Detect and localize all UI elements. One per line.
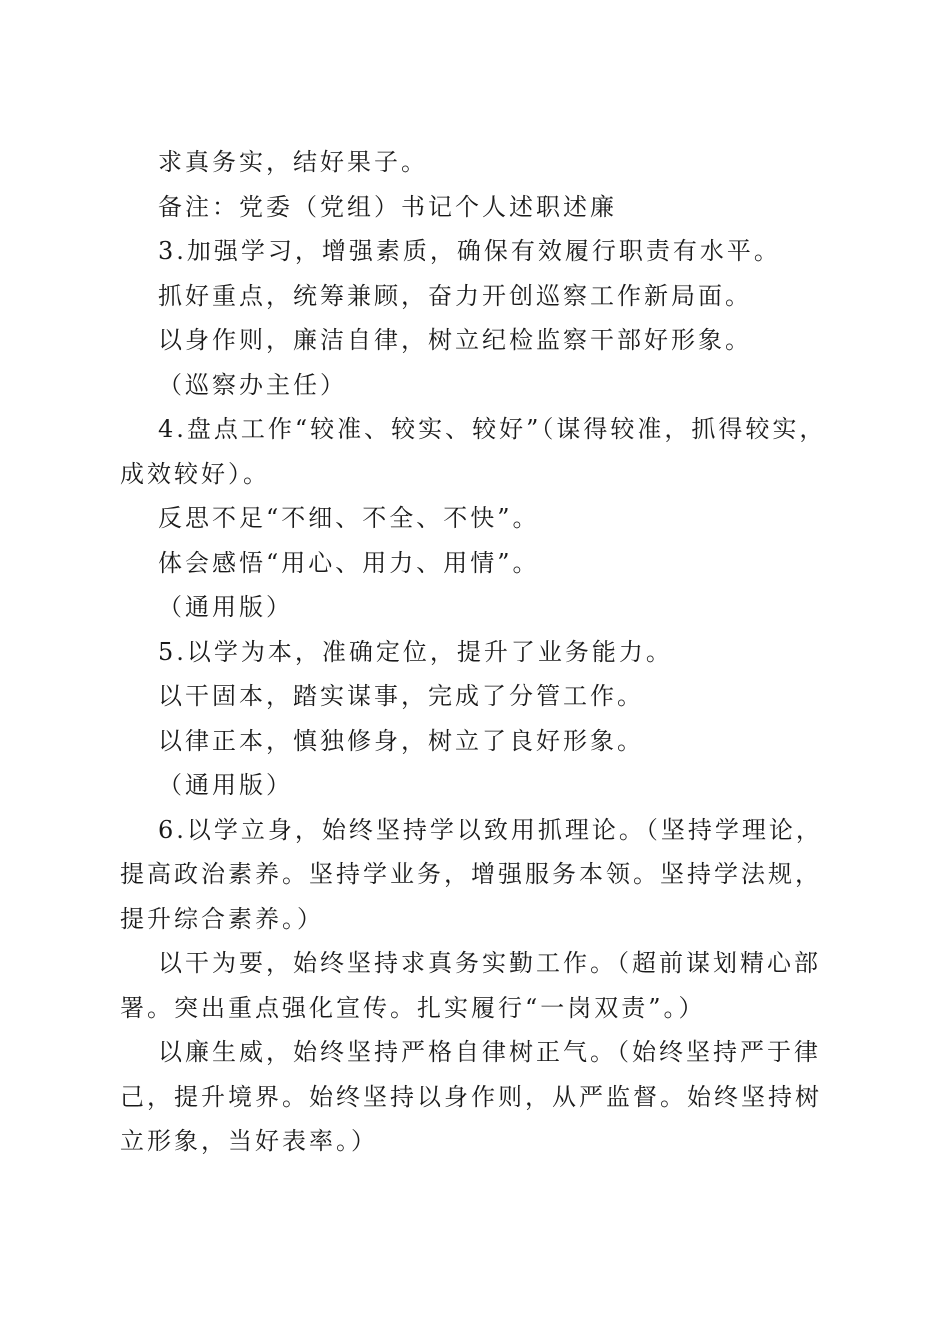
paragraph-16: 以干为要，始终坚持求真务实勤工作。（超前谋划精心部署。突出重点强化宣传。扎实履行“一岗双责”。） (120, 949, 821, 1022)
paragraph-9: 体会感悟“用心、用力、用情”。 (158, 548, 540, 577)
paragraph-4: 抓好重点，统筹兼顾，奋力开创巡察工作新局面。 (158, 281, 752, 310)
paragraph-5: 以身作则，廉洁自律，树立纪检监察干部好形象。 (158, 326, 752, 354)
paragraph-10-role: （通用版） (158, 593, 293, 621)
paragraph-14-role: （通用版） (158, 771, 293, 799)
paragraph-6-role: （巡察办主任） (158, 370, 347, 399)
paragraph-2-note: 备注：党委（党组）书记个人述职述廉 (158, 192, 617, 221)
paragraph-7: 4.盘点工作“较准、较实、较好”（谋得较准，抓得较实，成效较好）。 (120, 415, 827, 488)
paragraph-12: 以干固本，踏实谋事，完成了分管工作。 (158, 682, 644, 710)
paragraph-15: 6.以学立身，始终坚持学以致用抓理论。（坚持学理论，提高政治素养。坚持学业务，增强服务本领。坚持学法规，提升综合素养。） (120, 815, 823, 933)
paragraph-11: 5.以学为本，准确定位，提升了业务能力。 (158, 637, 673, 666)
paragraph-13: 以律正本，慎独修身，树立了良好形象。 (158, 726, 644, 755)
paragraph-8: 反思不足“不细、不全、不快”。 (158, 504, 540, 532)
document-body (120, 140, 840, 1164)
paragraph-3: 3.加强学习，增强素质，确保有效履行职责有水平。 (158, 237, 781, 265)
paragraph-1: 求真务实，结好果子。 (158, 148, 428, 176)
paragraph-17: 以廉生威，始终坚持严格自律树正气。（始终坚持严于律己，提升境界。始终坚持以身作则，从严监督。始终坚持树立形象，当好表率。） (120, 1038, 822, 1155)
